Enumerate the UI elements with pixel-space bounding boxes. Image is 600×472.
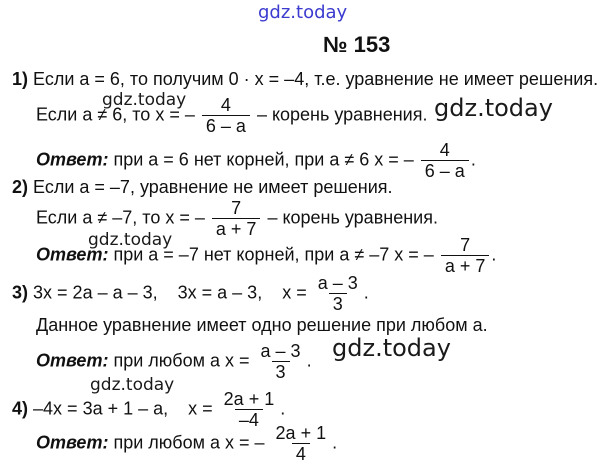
watermark: gdz.today (102, 90, 187, 110)
watermark: gdz.today (90, 375, 175, 395)
fraction-denominator: 6 – a (202, 115, 250, 135)
fraction-denominator: a + 7 (212, 218, 261, 238)
answer-text: при a = –7 нет корней, при a ≠ –7 x = – (113, 244, 434, 265)
page-title: № 153 (323, 32, 391, 57)
answer-label: Ответ: (36, 350, 109, 371)
fraction (441, 236, 490, 275)
watermark: gdz.today (332, 334, 451, 362)
problem-text: Если a = –7, уравнение не имеет решения. (33, 177, 393, 197)
answer-end: . (470, 149, 476, 170)
fraction-denominator: 6 – a (421, 160, 469, 180)
problem-text: 3x = 2a – a – 3, 3x = a – 3, x = (33, 282, 307, 303)
fraction (272, 424, 331, 463)
answer-text: при любом a x = (113, 350, 250, 371)
problem-3-line-2 (36, 316, 488, 334)
fraction-numerator: 2a + 1 (275, 423, 327, 443)
problem-number: 2) (12, 177, 29, 197)
problem-text: –4x = 3a + 1 – a, x = (33, 398, 213, 419)
answer-end: . (491, 244, 497, 265)
fraction (257, 342, 305, 381)
fraction-denominator: a + 7 (441, 255, 490, 275)
problem-1-line-1 (12, 70, 598, 88)
fraction (202, 96, 250, 135)
answer-4 (36, 424, 337, 463)
problem-text: Если a ≠ 6, то x = – (36, 104, 195, 125)
answer-text: при a = 6 нет корней, при a ≠ 6 x = – (113, 149, 414, 170)
answer-end: . (306, 350, 312, 371)
answer-end: . (332, 432, 338, 453)
problem-text: Если a = 6, то получим 0 · x = –4, т.е. уравнение не имеет решения. (33, 69, 599, 89)
fraction (421, 141, 469, 180)
line-end: . (280, 398, 286, 419)
answer-label: Ответ: (36, 432, 109, 453)
watermark: gdz.today (434, 94, 553, 122)
answer-label: Ответ: (36, 244, 109, 265)
watermark: gdz.today (88, 230, 173, 250)
problem-1-line-2 (36, 96, 427, 135)
answer-label: Ответ: (36, 149, 109, 170)
watermark: gdz.today (258, 2, 348, 23)
fraction (212, 199, 261, 238)
fraction-denominator: 4 (292, 443, 310, 463)
problem-text: Если a ≠ –7, то x = – (36, 207, 205, 228)
fraction-denominator: –4 (235, 409, 263, 429)
problem-2-line-1 (12, 178, 393, 196)
problem-text: – корень уравнения. (267, 207, 438, 228)
fraction-numerator: a – 3 (317, 273, 358, 293)
answer-1 (36, 141, 476, 180)
problem-text: Данное уравнение имеет одно решение при любом a. (36, 315, 488, 335)
fraction-denominator: 3 (329, 293, 347, 313)
problem-number: 1) (12, 69, 29, 89)
fraction-numerator: a – 3 (260, 341, 301, 361)
fraction-numerator: 4 (439, 140, 450, 160)
problem-3-line-1 (12, 274, 369, 313)
fraction-denominator: 3 (272, 361, 290, 381)
fraction (314, 274, 362, 313)
problem-text: – корень уравнения. (256, 104, 428, 125)
line-end: . (363, 282, 369, 303)
fraction-numerator: 2a + 1 (223, 389, 275, 409)
problem-number: 4) (12, 398, 29, 419)
problem-number: 3) (12, 282, 29, 303)
fraction-numerator: 4 (220, 95, 231, 115)
answer-text: при любом a x = – (113, 432, 265, 453)
fraction-numerator: 7 (460, 235, 471, 255)
fraction-numerator: 7 (231, 198, 242, 218)
